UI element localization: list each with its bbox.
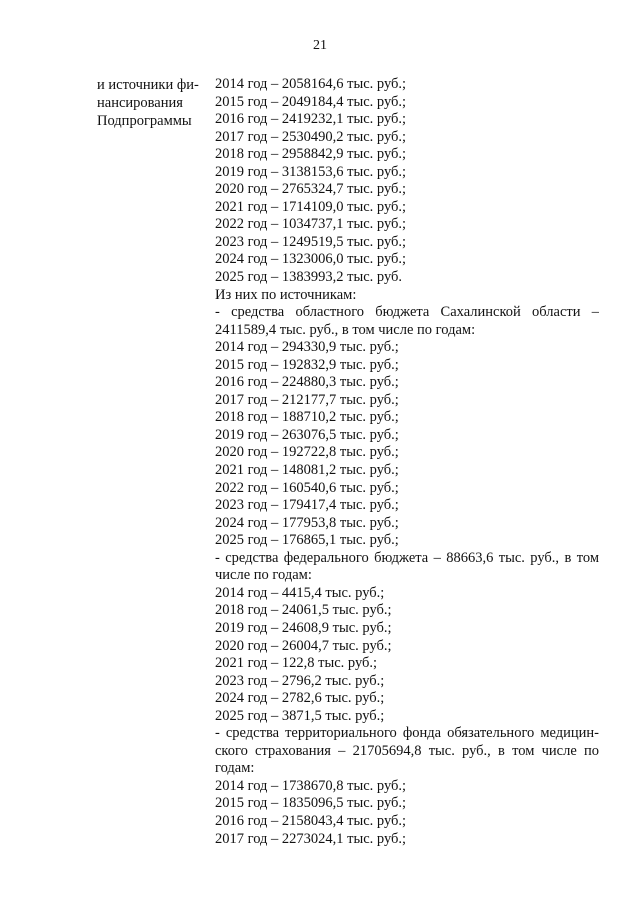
funding-text-line: 2019 год – 263076,5 тыс. руб.;: [215, 426, 399, 443]
funding-text-line: 2025 год – 176865,1 тыс. руб.;: [215, 532, 399, 549]
section-label: [97, 76, 211, 130]
funding-text-line: 2024 год – 1323006,0 тыс. руб.;: [215, 251, 407, 268]
funding-text-line: 2025 год – 1383993,2 тыс. руб.: [215, 269, 403, 286]
funding-text-line: 2018 год – 2958842,9 тыс. руб.;: [215, 146, 407, 163]
funding-text-line: 2014 год – 2058164,6 тыс. руб.;: [215, 76, 407, 92]
funding-text-line: 2022 год – 160540,6 тыс. руб.;: [215, 479, 399, 496]
funding-text: [215, 76, 599, 848]
funding-text-line: 2024 год – 177953,8 тыс. руб.;: [215, 514, 399, 531]
funding-text-line: - средства федерального бюджета – 88663,6 тыс. руб., в том: [215, 549, 599, 566]
funding-text-line: 2023 год – 179417,4 тыс. руб.;: [215, 497, 399, 514]
funding-text-line: 2015 год – 1835096,5 тыс. руб.;: [215, 795, 407, 812]
funding-text-line: 2014 год – 1738670,8 тыс. руб.;: [215, 777, 407, 794]
funding-text-line: годам:: [215, 760, 255, 777]
funding-text-line: 2024 год – 2782,6 тыс. руб.;: [215, 690, 385, 707]
funding-text-line: 2016 год – 2419232,1 тыс. руб.;: [215, 111, 407, 128]
funding-text-line: 2020 год – 2765324,7 тыс. руб.;: [215, 181, 407, 198]
funding-text-line: - средства территориального фонда обязательного медицин-: [215, 725, 599, 742]
funding-text-line: 2017 год – 2273024,1 тыс. руб.;: [215, 830, 407, 847]
funding-text-line: 2017 год – 2530490,2 тыс. руб.;: [215, 128, 407, 145]
funding-text-line: Из них по источникам:: [215, 286, 357, 303]
funding-text-line: 2015 год – 2049184,4 тыс. руб.;: [215, 93, 407, 110]
funding-text-line: 2411589,4 тыс. руб., в том числе по годам:: [215, 321, 476, 338]
funding-text-line: 2014 год – 294330,9 тыс. руб.;: [215, 339, 399, 356]
section-label-line: и источники фи-: [97, 77, 199, 93]
funding-text-line: 2019 год – 24608,9 тыс. руб.;: [215, 619, 392, 636]
funding-text-line: 2023 год – 2796,2 тыс. руб.;: [215, 672, 385, 689]
section-label-line: нансирования: [97, 95, 183, 111]
section-label-line: Подпрограммы: [97, 113, 192, 129]
funding-text-line: 2015 год – 192832,9 тыс. руб.;: [215, 356, 399, 373]
funding-text-line: 2018 год – 24061,5 тыс. руб.;: [215, 602, 392, 619]
funding-text-line: 2021 год – 122,8 тыс. руб.;: [215, 655, 378, 672]
funding-text-line: 2018 год – 188710,2 тыс. руб.;: [215, 409, 399, 426]
funding-text-line: 2023 год – 1249519,5 тыс. руб.;: [215, 233, 407, 250]
funding-text-line: 2020 год – 26004,7 тыс. руб.;: [215, 637, 392, 654]
funding-text-line: 2021 год – 148081,2 тыс. руб.;: [215, 462, 399, 479]
funding-text-line: 2020 год – 192722,8 тыс. руб.;: [215, 444, 399, 461]
funding-text-line: 2017 год – 212177,7 тыс. руб.;: [215, 391, 399, 408]
funding-text-line: 2016 год – 224880,3 тыс. руб.;: [215, 374, 399, 391]
funding-text-line: 2021 год – 1714109,0 тыс. руб.;: [215, 198, 407, 215]
funding-text-line: 2014 год – 4415,4 тыс. руб.;: [215, 584, 385, 601]
page-number: 21: [313, 38, 327, 53]
funding-text-line: числе по годам:: [215, 567, 312, 584]
funding-text-line: 2019 год – 3138153,6 тыс. руб.;: [215, 163, 407, 180]
funding-text-line: 2025 год – 3871,5 тыс. руб.;: [215, 707, 385, 724]
funding-text-line: - средства областного бюджета Сахалинской области –: [215, 304, 599, 321]
funding-text-line: ского страхования – 21705694,8 тыс. руб., в том числе по: [215, 742, 599, 759]
funding-text-line: 2016 год – 2158043,4 тыс. руб.;: [215, 812, 407, 829]
funding-text-line: 2022 год – 1034737,1 тыс. руб.;: [215, 216, 407, 233]
